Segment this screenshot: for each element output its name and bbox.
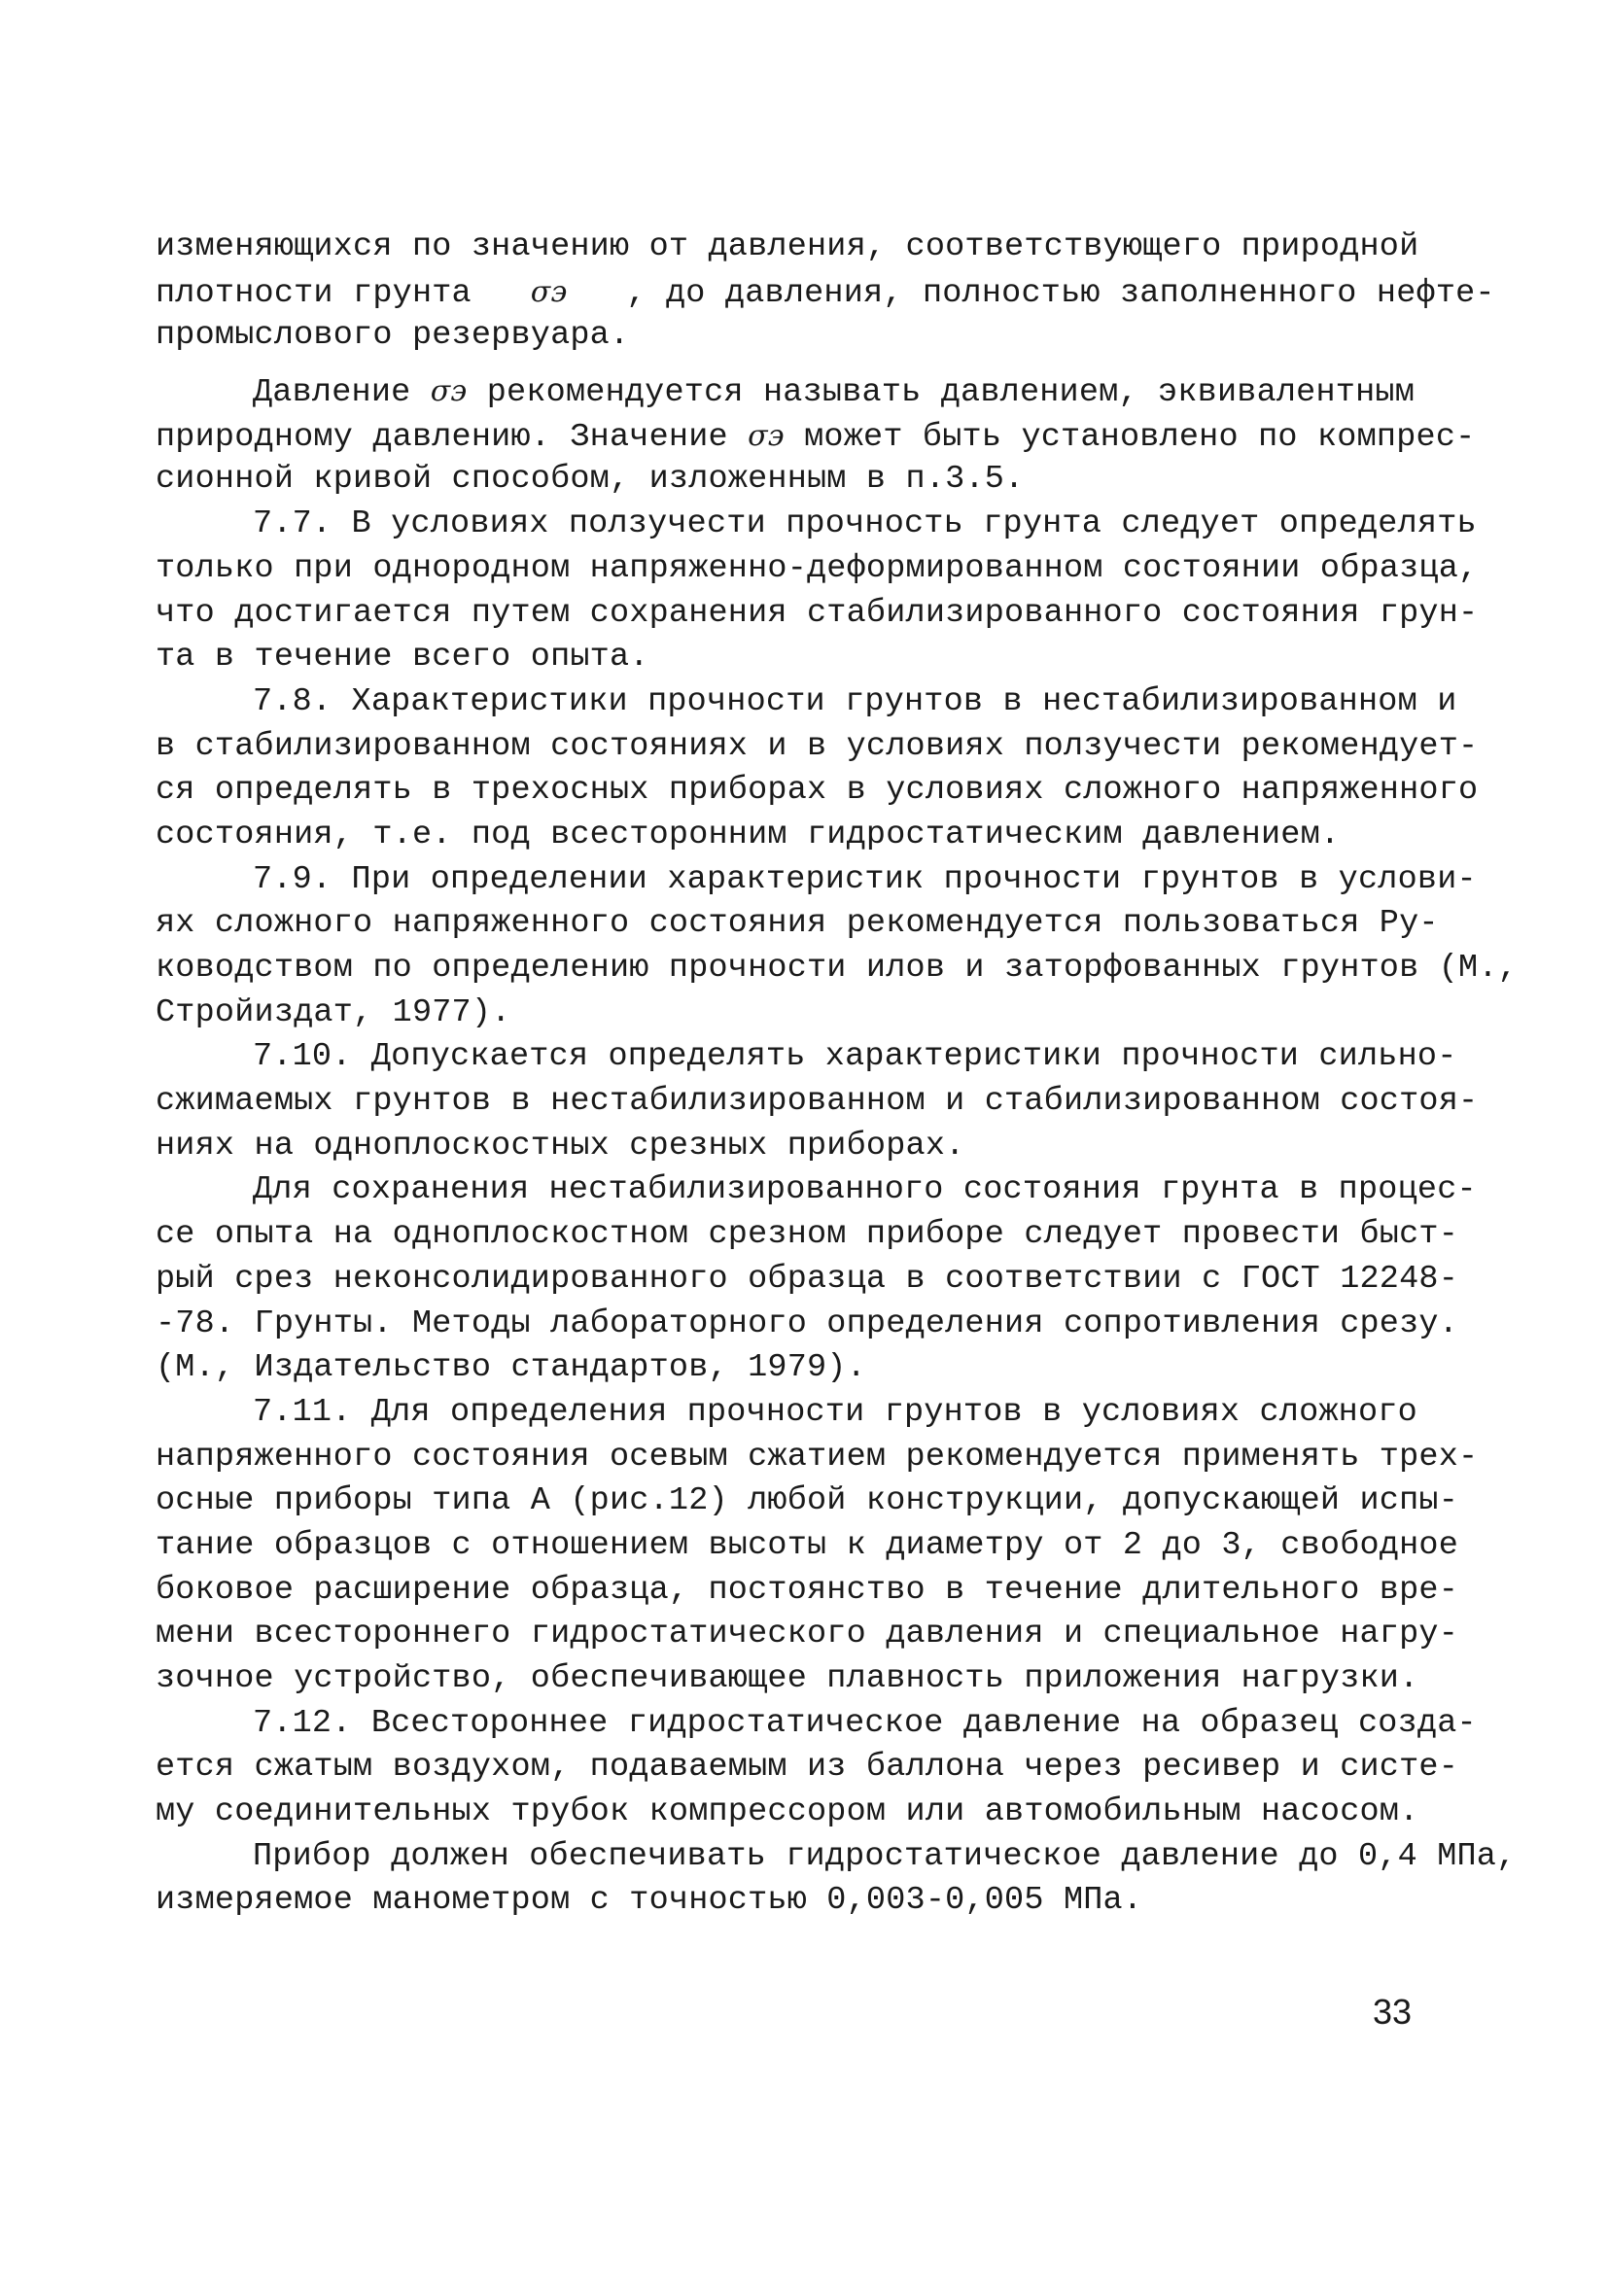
text-line: (М., Издательство стандартов, 1979). — [156, 1349, 866, 1387]
text-line: промыслового резервуара. — [156, 317, 630, 355]
text-line: плотности грунта σэ , до давления, полностью заполненного нефте- — [156, 274, 1495, 312]
section-7-10: 7.10. Допускается определять характеристики прочности сильно- — [253, 1038, 1457, 1076]
text-line: только при однородном напряженно-деформированном состоянии образца, — [156, 549, 1479, 587]
text-line: состояния, т.е. под всесторонним гидростатическим давлением. — [156, 816, 1341, 853]
text-line: му соединительных трубок компрессором или автомобильным насосом. — [156, 1793, 1419, 1831]
text-line: зочное устройство, обеспечивающее плавность приложения нагрузки. — [156, 1660, 1419, 1697]
body-text — [156, 226, 1518, 1924]
text-line: -78. Грунты. Методы лабораторного определения сопротивления срезу. — [156, 1305, 1459, 1342]
page-number: 33 — [1373, 1992, 1413, 2032]
text-line: боковое расширение образца, постоянство в течение длительного вре- — [156, 1571, 1459, 1609]
section-7-11: 7.11. Для определения прочности грунтов в условиях сложного — [253, 1393, 1417, 1431]
text-line: ниях на одноплоскостных срезных приборах. — [156, 1127, 965, 1165]
paragraph-start: Давление σэ рекомендуется называть давлением, эквивалентным — [253, 374, 1416, 412]
text-line: природному давлению. Значение σэ может быть установлено по компрес- — [156, 418, 1476, 456]
paragraph-start: Прибор должен обеспечивать гидростатическое давление до 0,4 МПа, — [253, 1837, 1517, 1875]
text-line: что достигается путем сохранения стабилизированного состояния грун- — [156, 594, 1479, 632]
text-line: ся определять в трехосных приборах в условиях сложного напряженного — [156, 772, 1479, 810]
text-line: ется сжатым воздухом, подаваемым из баллона через ресивер и систе- — [156, 1749, 1459, 1787]
text-line: в стабилизированном состояниях и в условиях ползучести рекомендует- — [156, 727, 1479, 765]
text-line: се опыта на одноплоскостном срезном приборе следует провести быст- — [156, 1216, 1459, 1254]
text-line: измеряемое манометром с точностью 0,003-0,005 МПа. — [156, 1882, 1143, 1920]
sigma-symbol: σэ — [530, 274, 568, 309]
section-7-9: 7.9. При определении характеристик прочности грунтов в услови- — [253, 860, 1477, 898]
sigma-symbol: σэ — [748, 418, 785, 453]
paragraph-start: Для сохранения нестабилизированного состояния грунта в процес- — [253, 1171, 1477, 1209]
text-line: сионной кривой способом, изложенным в п.3.5. — [156, 461, 1025, 499]
text-line: ководством по определению прочности илов и заторфованных грунтов (М., — [156, 950, 1518, 987]
section-7-8: 7.8. Характеристики прочности грунтов в нестабилизированном и — [253, 682, 1457, 720]
text-line: мени всестороннего гидростатического давления и специальное нагру- — [156, 1616, 1459, 1653]
text-line: Стройиздат, 1977). — [156, 993, 511, 1031]
section-7-7: 7.7. В условиях ползучести прочность грунта следует определять — [253, 505, 1477, 543]
text-line: сжимаемых грунтов в нестабилизированном и стабилизированном состоя- — [156, 1083, 1479, 1121]
section-7-12: 7.12. Всестороннее гидростатическое давление на образец созда- — [253, 1704, 1477, 1742]
text-line: тание образцов с отношением высоты к диаметру от 2 до 3, свободное — [156, 1526, 1459, 1564]
text-line: осные приборы типа А (рис.12) любой конструкции, допускающей испы- — [156, 1482, 1459, 1520]
text-line: ях сложного напряженного состояния рекомендуется пользоваться Ру- — [156, 905, 1439, 943]
sigma-symbol: σэ — [430, 374, 468, 409]
text-line: изменяющихся по значению от давления, соответствующего природной — [156, 228, 1419, 265]
text-line: напряженного состояния осевым сжатием рекомендуется применять трех- — [156, 1438, 1479, 1476]
text-line: рый срез неконсолидированного образца в соответствии с ГОСТ 12248- — [156, 1260, 1459, 1298]
text-line: та в течение всего опыта. — [156, 639, 649, 677]
